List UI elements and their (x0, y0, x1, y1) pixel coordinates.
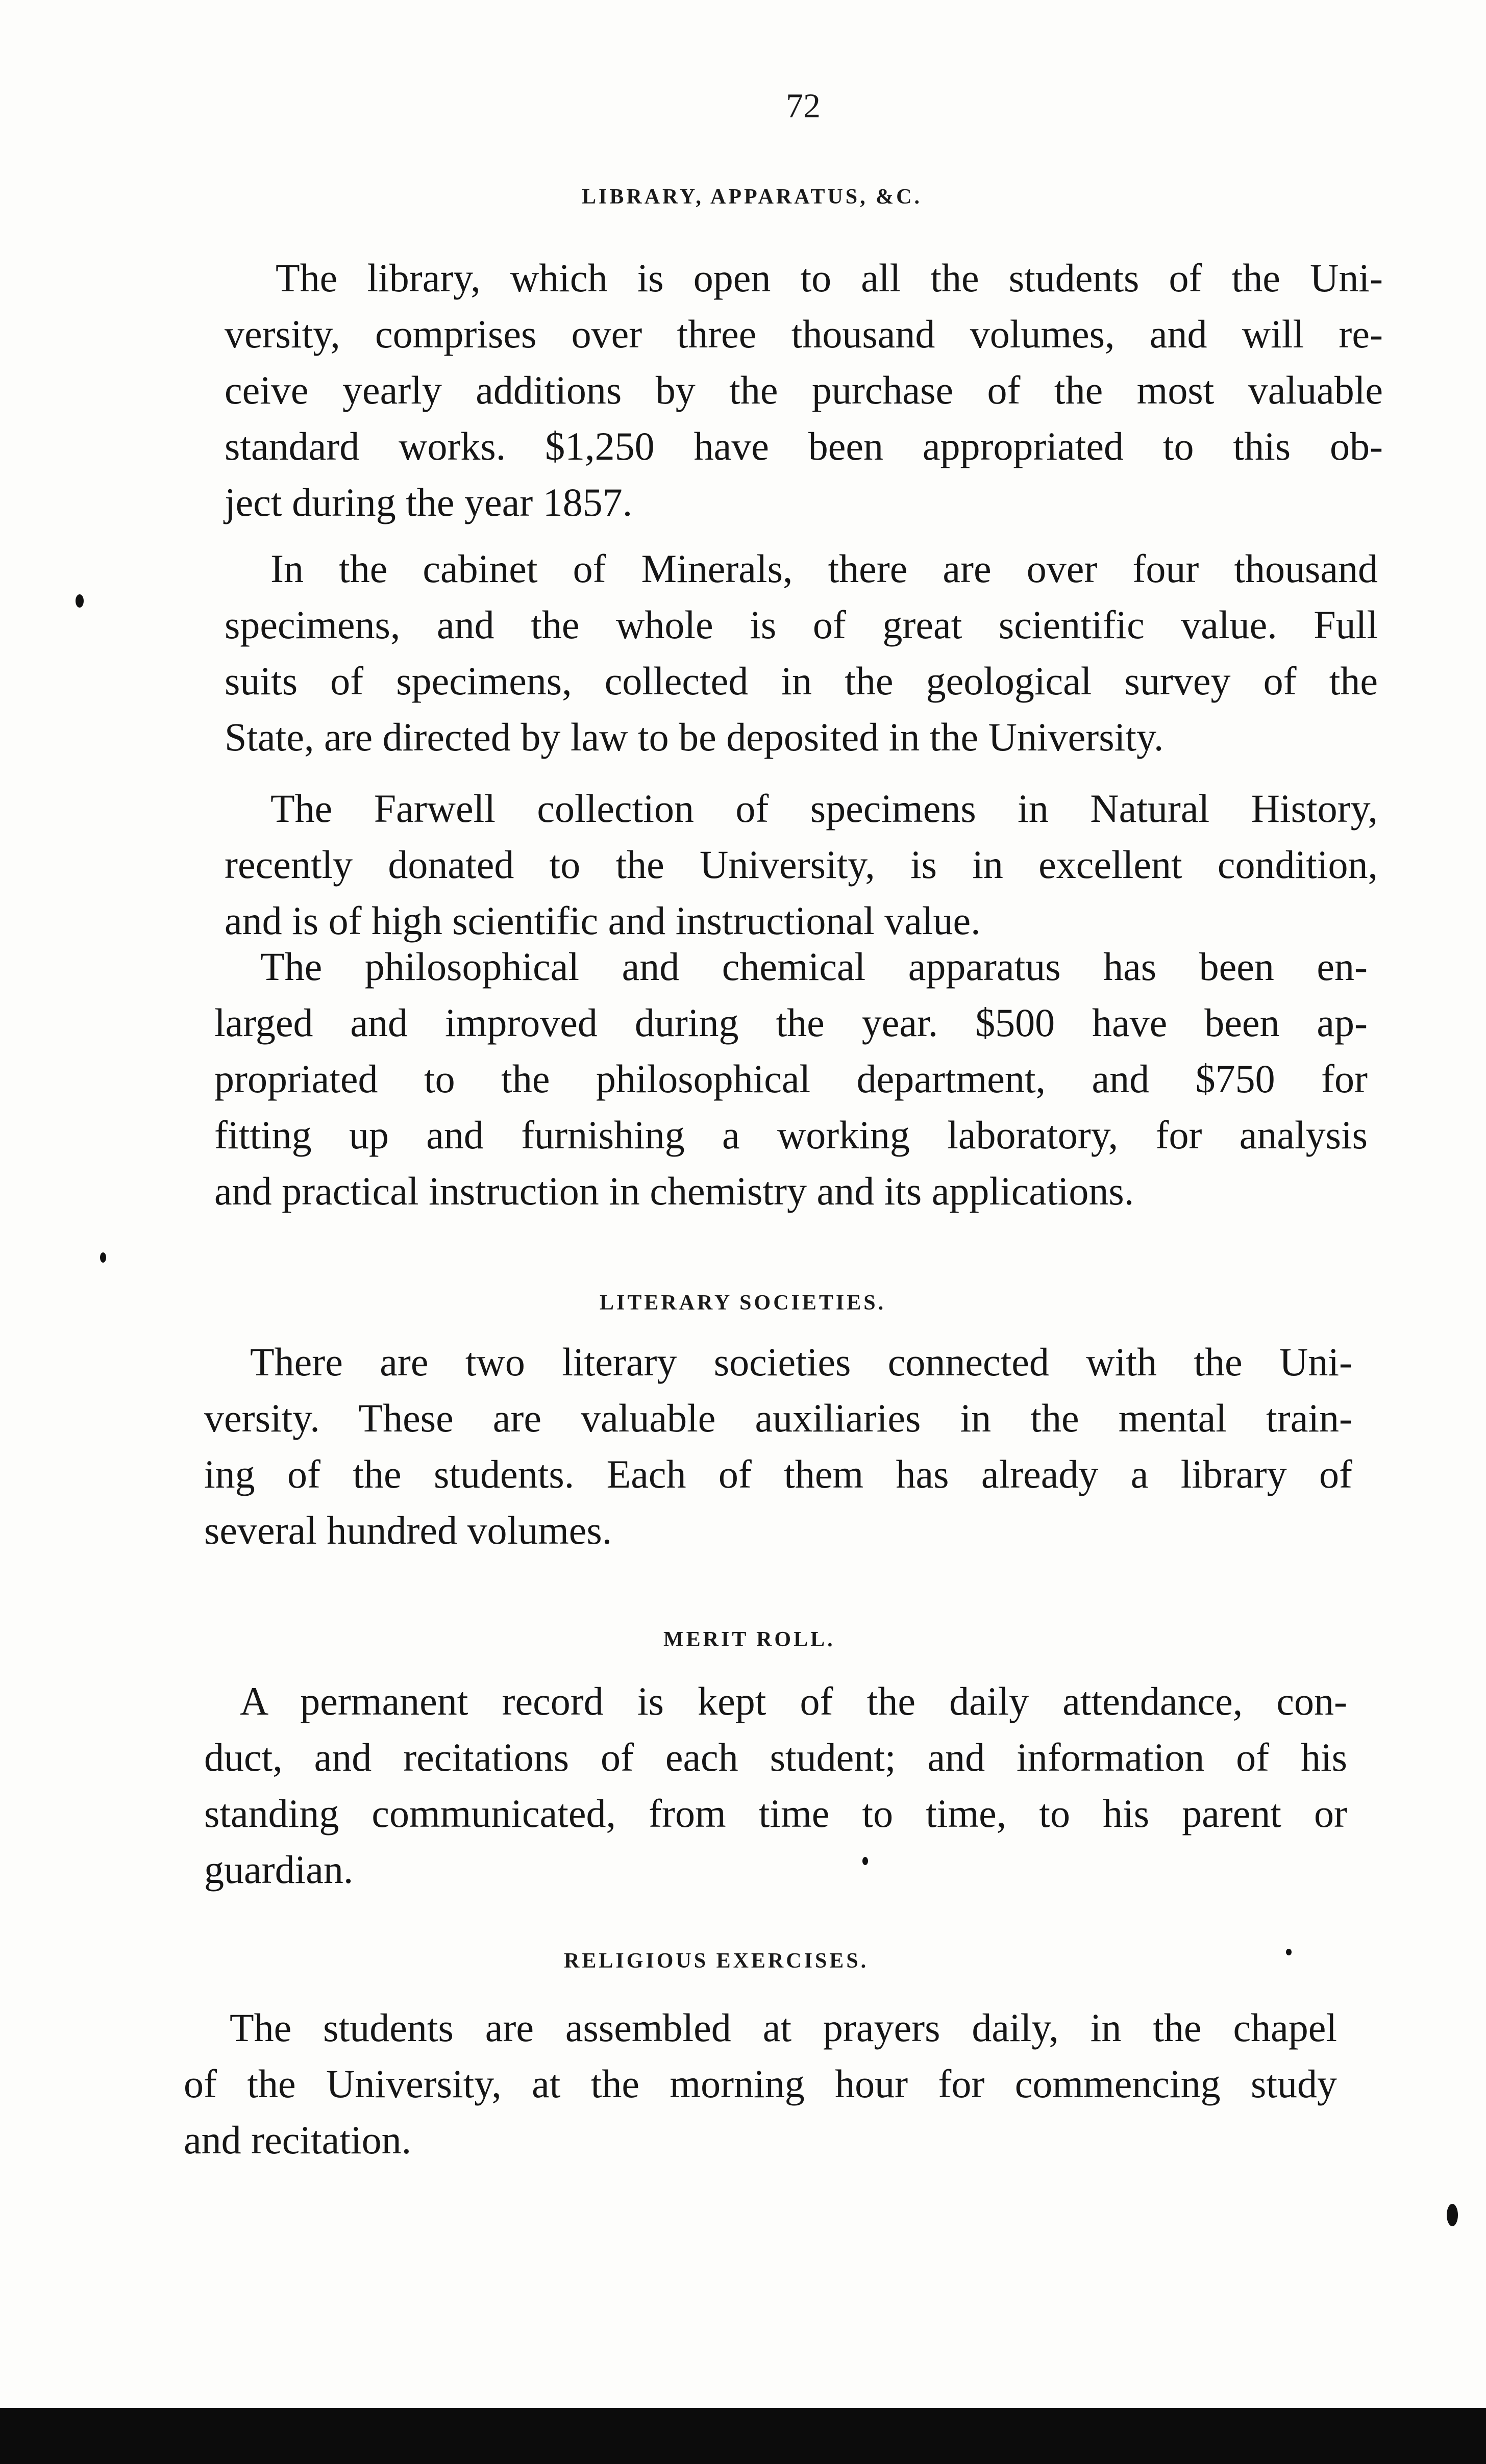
text-line: standing communicated, from time to time, to his parent or (204, 1791, 1347, 1836)
text-line: The students are assembled at prayers daily, in the chapel (230, 2005, 1337, 2050)
paragraph-merit-roll (204, 1673, 1347, 1898)
ink-speck (1286, 1949, 1292, 1955)
text-line: specimens, and the whole is of great scientific value. Full (225, 602, 1378, 647)
page-number: 72 (786, 86, 821, 125)
text-line: several hundred volumes. (204, 1508, 612, 1552)
text-line: The library, which is open to all the students of the Uni- (276, 256, 1383, 300)
section-heading-literary-societies: LITERARY SOCIETIES. (600, 1291, 886, 1315)
text-line: guardian. (204, 1847, 354, 1892)
text-line: The philosophical and chemical apparatus has been en- (260, 944, 1368, 989)
ink-speck (100, 1252, 106, 1263)
text-line: fitting up and furnishing a working laboratory, for analysis (214, 1113, 1368, 1157)
paragraph-minerals (225, 541, 1378, 765)
text-line: and is of high scientific and instructional value. (225, 898, 981, 943)
text-line: standard works. $1,250 have been appropriated to this ob- (225, 424, 1383, 468)
text-line: ject during the year 1857. (225, 480, 633, 524)
section-heading-merit-roll: MERIT ROLL. (663, 1628, 835, 1651)
paragraph-library (225, 250, 1383, 531)
text-line: State, are directed by law to be deposited in the University. (225, 715, 1164, 759)
text-line: duct, and recitations of each student; and information of his (204, 1735, 1347, 1779)
section-heading-religious-exercises: RELIGIOUS EXERCISES. (564, 1949, 869, 1973)
text-line: recently donated to the University, is in excellent condition, (225, 842, 1378, 887)
text-line: ing of the students. Each of them has already a library of (204, 1452, 1352, 1496)
paragraph-farwell-collection (225, 781, 1378, 949)
text-line: and practical instruction in chemistry and its applications. (214, 1169, 1134, 1213)
ink-speck (862, 1857, 868, 1865)
text-line: of the University, at the morning hour for commencing study (184, 2061, 1337, 2106)
text-line: In the cabinet of Minerals, there are over four thousand (270, 546, 1378, 591)
section-heading-library: LIBRARY, APPARATUS, &C. (582, 185, 922, 209)
ink-speck (76, 594, 84, 608)
text-line: versity, comprises over three thousand volumes, and will re- (225, 312, 1383, 356)
paragraph-literary-societies (204, 1334, 1352, 1558)
paragraph-religious-exercises (184, 2000, 1337, 2168)
text-line: propriated to the philosophical department, and $750 for (214, 1057, 1368, 1101)
text-line: suits of specimens, collected in the geological survey of the (225, 659, 1378, 703)
text-line: The Farwell collection of specimens in Natural History, (270, 786, 1378, 831)
text-line: and recitation. (184, 2118, 412, 2162)
text-line: larged and improved during the year. $500 have been ap- (214, 1000, 1368, 1045)
text-line: ceive yearly additions by the purchase of the most valuable (225, 368, 1383, 412)
text-line: versity. These are valuable auxiliaries in the mental train- (204, 1396, 1352, 1440)
paragraph-apparatus (214, 939, 1368, 1219)
scan-bottom-edge (0, 2408, 1486, 2464)
text-line: There are two literary societies connected with the Uni- (250, 1340, 1352, 1384)
text-line: A permanent record is kept of the daily attendance, con- (240, 1679, 1347, 1723)
ink-speck (1447, 2204, 1458, 2226)
